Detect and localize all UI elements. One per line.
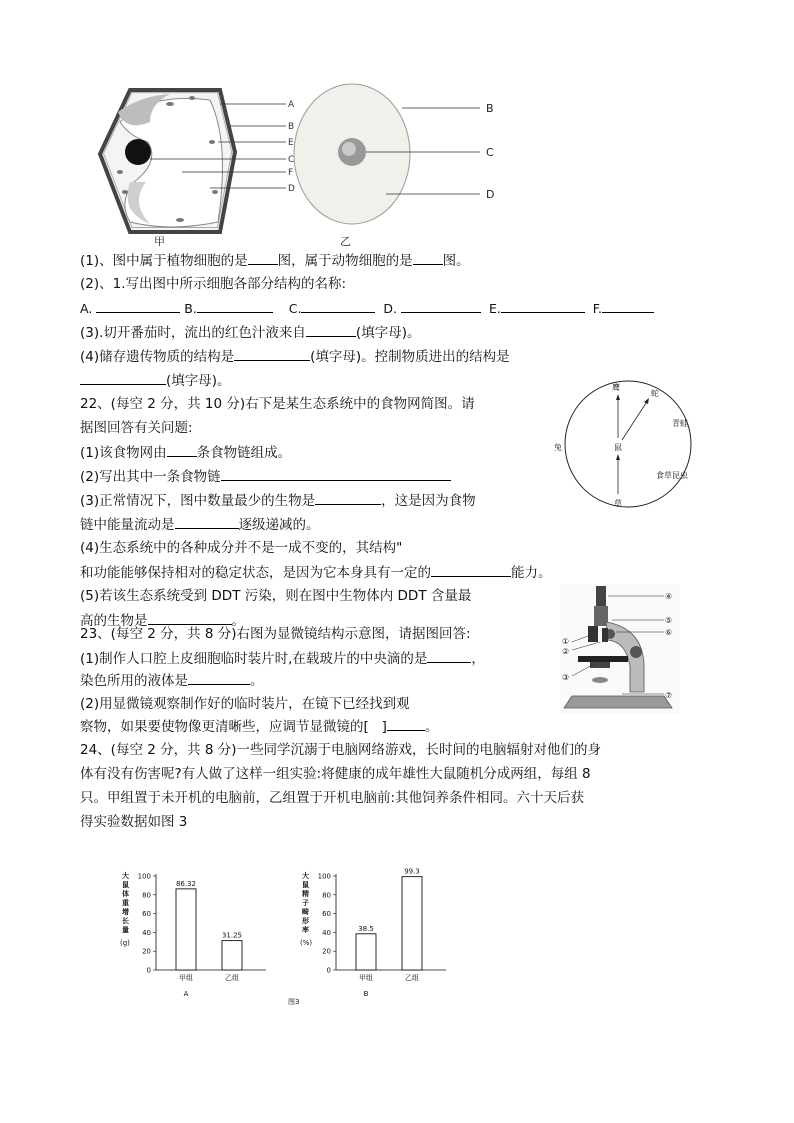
answer-blank[interactable]	[301, 298, 375, 313]
q24-2: 体有没有伤害呢?有人做了这样一组实验:将健康的成年雄性大鼠随机分成两组，每组 8	[80, 766, 591, 782]
chart-category-label: 乙组	[405, 974, 419, 982]
plant-label-f: F	[288, 168, 294, 178]
chart-ylabel-char: 大	[302, 872, 309, 880]
food-web-grass: 草	[614, 499, 622, 508]
microscope-diagram	[560, 584, 680, 714]
answer-blank[interactable]	[401, 298, 481, 313]
answer-blank[interactable]	[427, 648, 471, 663]
answer-blank[interactable]	[197, 298, 273, 313]
chart-ylabel-char: 畸	[302, 908, 309, 916]
chart-y-tick-label: 20	[142, 947, 151, 956]
plant-label-b: B	[288, 122, 295, 132]
chart-data-label: 99.3	[404, 867, 420, 876]
answer-blank[interactable]	[188, 670, 250, 685]
microscope-label-4: ④	[665, 592, 673, 601]
q22-10: 高的生物是 。	[80, 610, 245, 631]
chart-ylabel-char: 量	[122, 926, 129, 934]
answer-blank[interactable]	[306, 322, 356, 337]
q-cell-1: (1)、图中属于植物细胞的是 图，属于动物细胞的是 图。	[80, 250, 470, 271]
chart-y-tick-label: 20	[322, 947, 331, 956]
microscope-label-2: ②	[562, 647, 570, 656]
q22-4: (2)写出其中一条食物链	[80, 466, 451, 487]
animal-label-c: C	[486, 146, 494, 159]
answer-blank[interactable]	[96, 298, 180, 313]
food-web-frog: 青蛙	[672, 419, 688, 428]
cell-figure	[90, 82, 510, 252]
food-web-insect: 食草昆虫	[656, 471, 688, 480]
microscope-label-5: ⑤	[665, 616, 673, 625]
q-cell-3: (3).切开番茄时，流出的红色汁液来自 (填字母)。	[80, 322, 420, 343]
answer-blank[interactable]	[602, 298, 654, 313]
answer-blank[interactable]	[148, 610, 232, 625]
food-web-rabbit: 兔	[554, 443, 562, 452]
chart-y-tick-label: 40	[322, 928, 331, 937]
chart-ylabel-char: 体	[122, 890, 129, 898]
food-web-mouse: 鼠	[614, 443, 622, 452]
animal-cell-caption: 乙	[340, 235, 351, 248]
chart-y-tick-label: 0	[146, 966, 151, 975]
q23-1: 23、(每空 2 分，共 8 分)右图为显微镜结构示意图，请据图回答:	[80, 626, 471, 642]
chart-panel-label: A	[183, 990, 189, 998]
q-cell-2: (2)、1.写出图中所示细胞各部分结构的名称:	[80, 276, 347, 292]
animal-label-d: D	[486, 188, 495, 201]
chart-bar	[356, 934, 376, 970]
plant-label-e: E	[288, 138, 294, 148]
chart-y-tick-label: 100	[137, 872, 151, 881]
chart-y-tick-label: 40	[142, 928, 151, 937]
q24-4: 得实验数据如图 3	[80, 814, 188, 830]
chart-ylabel-char: 形	[302, 917, 309, 925]
chart-y-tick-label: 60	[142, 910, 151, 919]
answer-blank[interactable]	[413, 250, 443, 265]
chart-ylabel-char: 大	[122, 872, 129, 880]
food-web-snake: 蛇	[651, 389, 659, 398]
chart-bar	[176, 889, 196, 970]
food-web-eagle: 鹰	[612, 383, 620, 392]
chart-category-label: 甲组	[179, 974, 193, 982]
answer-blank[interactable]	[431, 562, 511, 577]
chart-data-label: 31.25	[221, 931, 243, 940]
q23-2: (1)制作人口腔上皮细胞临时装片时,在载玻片的中央滴的是 ，	[80, 648, 485, 669]
chart-y-tick-label: 100	[317, 872, 331, 881]
chart-bar	[402, 877, 422, 970]
q23-5: 察物，如果要使物像更清晰些，应调节显微镜的[ ] 。	[80, 716, 438, 737]
chart-y-tick-label: 60	[322, 910, 331, 919]
q-cell-4b: (填字母)。	[80, 370, 231, 391]
chart-category-label: 乙组	[225, 974, 239, 982]
chart-ylabel-char: 精	[302, 890, 309, 898]
food-web-diagram	[548, 378, 708, 508]
plant-label-d: D	[288, 184, 295, 194]
chart-y-tick-label: 0	[326, 966, 331, 975]
microscope-label-7: ⑦	[665, 691, 673, 700]
q22-7: (4)生态系统中的各种成分并不是一成不变的，其结构"	[80, 540, 403, 556]
chart-ylabel-char: 鼠	[122, 881, 129, 889]
chart-bar	[222, 941, 242, 970]
q-cell-4: (4)储存遗传物质的结构是 (填字母)。控制物质进出的结构是	[80, 346, 510, 367]
q22-8: 和功能能够保持相对的稳定状态，是因为它本身具有一定的 能力。	[80, 562, 552, 583]
microscope-label-3: ③	[562, 673, 570, 682]
q23-3: 染色所用的液体是 。	[80, 670, 264, 691]
chart-y-tick-label: 80	[142, 891, 151, 900]
chart-ylabel-char: 鼠	[302, 881, 309, 889]
plant-label-c: C	[288, 155, 295, 165]
q22-5: (3)正常情况下，图中数量最少的生物是 ，这是因为食物	[80, 490, 476, 511]
q22-6: 链中能量流动是 逐级递减的。	[80, 514, 320, 535]
answer-blank[interactable]	[80, 370, 166, 385]
microscope-label-6: ⑥	[665, 628, 673, 637]
answer-blank[interactable]	[501, 298, 585, 313]
chart-ylabel-unit: (%)	[300, 939, 313, 947]
chart-data-label: 38.5	[358, 924, 374, 933]
chart-ylabel-char: 率	[302, 926, 309, 934]
q23-4: (2)用显微镜观察制作好的临时装片，在镜下已经找到观	[80, 696, 410, 712]
figure-3-charts	[110, 866, 490, 1016]
animal-cell-diagram	[294, 84, 494, 248]
chart-category-label: 甲组	[359, 974, 373, 982]
chart-panel-label: B	[363, 990, 369, 998]
chart-ylabel-char: 长	[122, 917, 129, 925]
q-cell-structure-names: A. B. C. D. E. F.	[80, 298, 654, 319]
answer-blank[interactable]	[248, 250, 278, 265]
q24-1: 24、(每空 2 分，共 8 分)一些同学沉溺于电脑网络游戏，长时间的电脑辐射对他们的身	[80, 742, 602, 758]
microscope-label-1: ①	[562, 637, 570, 646]
plant-cell-diagram	[100, 90, 295, 248]
q22-1: 22、(每空 2 分，共 10 分)右下是某生态系统中的食物网简图。请	[80, 396, 475, 412]
q22-3: (1)该食物网由 条食物链组成。	[80, 442, 291, 463]
figure-caption: 图3	[288, 998, 300, 1006]
chart-ylabel-char: 重	[122, 899, 129, 907]
chart-y-tick-label: 80	[322, 891, 331, 900]
animal-label-b: B	[486, 102, 494, 115]
answer-blank[interactable]	[234, 346, 310, 361]
chart-ylabel-char: 子	[302, 899, 309, 907]
answer-blank[interactable]	[387, 716, 425, 731]
plant-cell-caption: 甲	[154, 235, 165, 248]
chart-ylabel-char: 增	[122, 908, 129, 916]
chart-data-label: 86.32	[175, 879, 197, 888]
q22-9: (5)若该生态系统受到 DDT 污染，则在图中生物体内 DDT 含量最	[80, 588, 472, 604]
answer-blank[interactable]	[315, 490, 381, 505]
q22-2: 据图回答有关问题:	[80, 420, 193, 436]
answer-blank[interactable]	[175, 514, 239, 529]
q24-3: 只。甲组置于未开机的电脑前，乙组置于开机电脑前:其他饲养条件相同。六十天后获	[80, 790, 585, 806]
plant-label-a: A	[288, 100, 295, 110]
chart-ylabel-unit: (g)	[120, 939, 130, 947]
answer-blank[interactable]	[167, 442, 197, 457]
answer-blank[interactable]	[221, 466, 451, 481]
